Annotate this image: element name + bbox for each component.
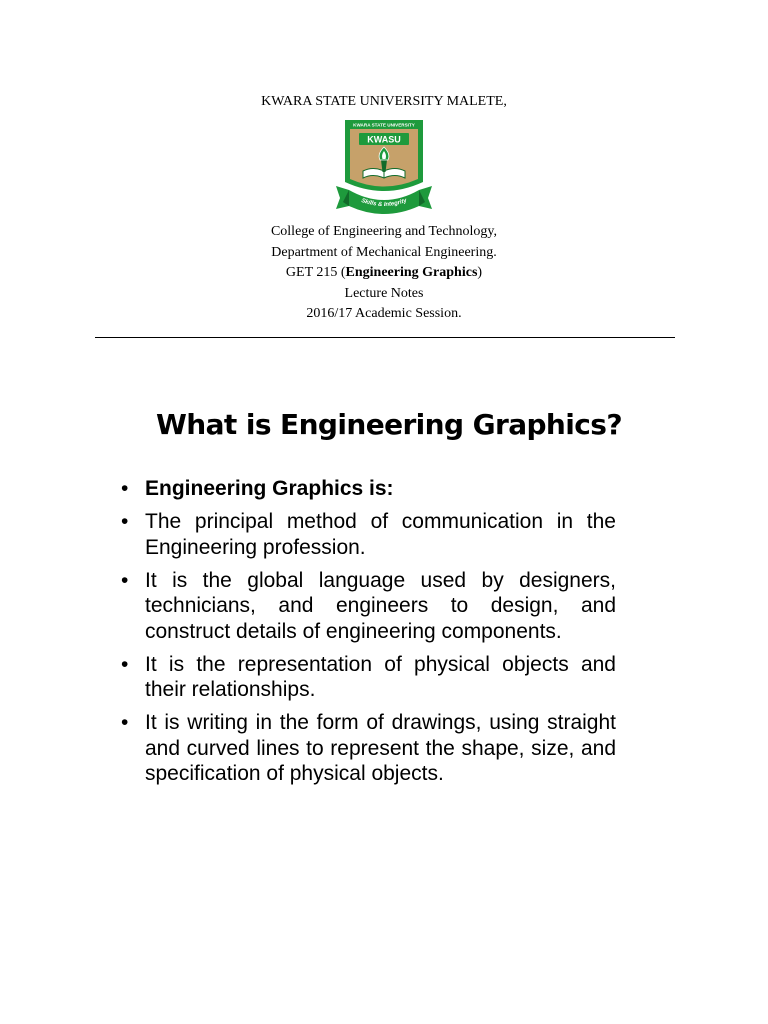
list-item — [121, 476, 616, 502]
course-name: Engineering Graphics — [345, 265, 478, 280]
header-divider — [95, 337, 675, 338]
bullet-text: Engineering Graphics is: — [145, 477, 394, 500]
course-suffix: ) — [477, 265, 483, 280]
list-item — [121, 710, 616, 787]
department-name: Department of Mechanical Engineering. — [271, 244, 497, 260]
list-item — [121, 652, 616, 703]
slide-title: What is Engineering Graphics? — [156, 408, 622, 441]
academic-session: 2016/17 Academic Session. — [306, 306, 462, 321]
list-item — [121, 509, 616, 560]
logo-name-text: KWASU — [367, 134, 401, 145]
bullet-list — [121, 476, 616, 794]
college-name: College of Engineering and Technology, — [270, 224, 498, 239]
logo-top-text: KWARA STATE UNIVERSITY — [353, 122, 415, 128]
logo-motto-text: Skills & Integrity — [360, 197, 408, 209]
bullet-icon: • — [121, 510, 129, 533]
bullet-text: The principal method of communication in the Engineering profession. — [145, 510, 616, 559]
lecture-notes-label: Lecture Notes — [344, 285, 424, 301]
course-info — [0, 222, 768, 325]
course-line — [0, 263, 768, 284]
bullet-text: It is the representation of physical objects and their relationships. — [145, 652, 616, 701]
list-item — [121, 568, 616, 645]
bullet-text: It is writing in the form of drawings, using straight and curved lines to represent the shape, size, and specification of physical objects. — [145, 711, 616, 785]
course-prefix: GET 215 ( — [285, 265, 346, 280]
bullet-icon: • — [121, 477, 129, 500]
bullet-icon: • — [121, 711, 129, 734]
kwasu-logo — [333, 116, 435, 216]
bullet-icon: • — [121, 652, 129, 676]
university-name: KWARA STATE UNIVERSITY MALETE, — [261, 94, 507, 109]
bullet-icon: • — [121, 568, 129, 592]
bullet-text: It is the global language used by designers, technicians, and engineers to design, and construct details of engineering components. — [145, 568, 616, 643]
kwasu-crest-icon — [333, 116, 435, 216]
